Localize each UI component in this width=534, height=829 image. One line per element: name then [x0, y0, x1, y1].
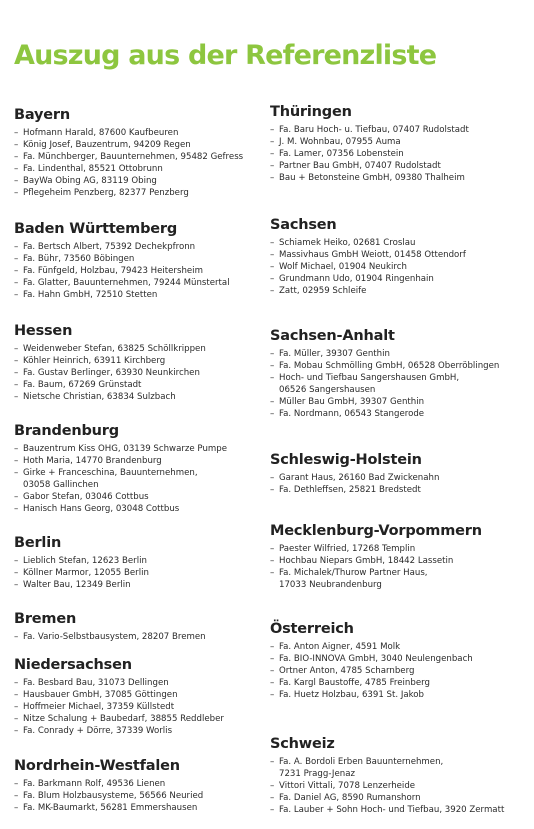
region-mecklenburg-vorpommern — [270, 522, 532, 591]
region-heading: Hessen — [14, 323, 73, 339]
region-heading: Bayern — [14, 107, 70, 123]
region-heading: Schweiz — [270, 736, 335, 752]
reference-entry: – Nietsche Christian, 63834 Sulzbach — [14, 391, 260, 403]
reference-list — [270, 543, 532, 591]
reference-entry: – Fa. Lindenthal, 85521 Ottobrunn — [14, 163, 260, 175]
region-berlin — [14, 534, 260, 591]
reference-entry: – Hoch- und Tiefbau Sangershausen GmbH, 06526 Sangershausen — [270, 372, 532, 396]
reference-entry: – Fa. Huetz Holzbau, 6391 St. Jakob — [270, 689, 532, 701]
reference-entry: – Garant Haus, 26160 Bad Zwickenahn — [270, 472, 532, 484]
reference-entry: – Fa. Hahn GmbH, 72510 Stetten — [14, 289, 260, 301]
reference-entry: – Weidenweber Stefan, 63825 Schöllkrippen — [14, 343, 260, 355]
reference-entry: – Hanisch Hans Georg, 03048 Cottbus — [14, 503, 260, 515]
region-heading: Sachsen — [270, 217, 337, 233]
reference-entry: – Wolf Michael, 01904 Neukirch — [270, 261, 532, 273]
reference-entry: – BayWa Obing AG, 83119 Obing — [14, 175, 260, 187]
reference-entry: – Bau + Betonsteine GmbH, 09380 Thalheim — [270, 172, 532, 184]
region-brandenburg — [14, 422, 260, 516]
region-schleswig-holstein — [270, 451, 532, 496]
reference-entry: – Fa. Bühr, 73560 Böbingen — [14, 253, 260, 265]
reference-entry: – Fa. Müller, 39307 Genthin — [270, 348, 532, 360]
reference-entry: – Fa. Fünfgeld, Holzbau, 79423 Heitersheim — [14, 265, 260, 277]
reference-entry: – Gabor Stefan, 03046 Cottbus — [14, 491, 260, 503]
reference-entry: – Hoth Maria, 14770 Brandenburg — [14, 455, 260, 467]
reference-entry: – Fa. A. Bordoli Erben Bauunternehmen, 7231 Pragg-Jenaz — [270, 756, 532, 780]
reference-entry: – König Josef, Bauzentrum, 94209 Regen — [14, 139, 260, 151]
region-heading: Mecklenburg-Vorpommern — [270, 523, 482, 539]
region-sachsen — [270, 216, 532, 297]
reference-entry: – Fa. Baum, 67269 Grünstadt — [14, 379, 260, 391]
reference-entry: – Bauzentrum Kiss OHG, 03139 Schwarze Pumpe — [14, 443, 260, 455]
region-heading: Niedersachsen — [14, 657, 132, 673]
region-heading: Sachsen-Anhalt — [270, 328, 395, 344]
reference-entry: – Fa. BIO-INNOVA GmbH, 3040 Neulengenbach — [270, 653, 532, 665]
reference-entry: – Lieblich Stefan, 12623 Berlin — [14, 555, 260, 567]
reference-entry: – Grundmann Udo, 01904 Ringenhain — [270, 273, 532, 285]
reference-entry: – Fa. Lamer, 07356 Lobenstein — [270, 148, 532, 160]
reference-entry: – Fa. Bertsch Albert, 75392 Dechekpfronn — [14, 241, 260, 253]
reference-list — [14, 443, 260, 516]
reference-entry: – Schiamek Heiko, 02681 Croslau — [270, 237, 532, 249]
region-nordrhein-westfalen — [14, 757, 260, 814]
reference-entry: – Fa. Besbard Bau, 31073 Dellingen — [14, 677, 260, 689]
reference-entry: – Girke + Franceschina, Bauunternehmen, 03058 Gallinchen — [14, 467, 260, 491]
reference-list — [270, 641, 532, 701]
region-bremen — [14, 610, 260, 643]
reference-entry: – Fa. Nordmann, 06543 Stangerode — [270, 408, 532, 420]
reference-entry: – Zatt, 02959 Schleife — [270, 285, 532, 297]
reference-list — [14, 631, 260, 643]
reference-list — [14, 555, 260, 591]
region-heading: Berlin — [14, 535, 62, 551]
region-baden-wuerttemberg — [14, 220, 260, 301]
region-thueringen — [270, 103, 532, 184]
reference-entry: – Pflegeheim Penzberg, 82377 Penzberg — [14, 187, 260, 199]
reference-entry: – Paester Wilfried, 17268 Templin — [270, 543, 532, 555]
reference-list — [270, 756, 532, 816]
reference-list — [14, 343, 260, 403]
reference-entry: – Fa. Dethleffsen, 25821 Bredstedt — [270, 484, 532, 496]
reference-entry: – Fa. Kargl Baustoffe, 4785 Freinberg — [270, 677, 532, 689]
region-oesterreich — [270, 620, 532, 701]
reference-entry: – Hochbau Niepars GmbH, 18442 Lassetin — [270, 555, 532, 567]
reference-entry: – Fa. Blum Holzbausysteme, 56566 Neuried — [14, 790, 260, 802]
reference-entry: – Ortner Anton, 4785 Scharnberg — [270, 665, 532, 677]
reference-entry: – Fa. Anton Aigner, 4591 Molk — [270, 641, 532, 653]
reference-entry: – Partner Bau GmbH, 07407 Rudolstadt — [270, 160, 532, 172]
reference-entry: – J. M. Wohnbau, 07955 Auma — [270, 136, 532, 148]
reference-entry: – Fa. Gustav Berlinger, 63930 Neunkirchen — [14, 367, 260, 379]
region-heading: Schleswig-Holstein — [270, 452, 422, 468]
reference-list — [270, 237, 532, 297]
reference-list — [14, 778, 260, 814]
reference-entry: – Müller Bau GmbH, 39307 Genthin — [270, 396, 532, 408]
reference-entry: – Massivhaus GmbH Weiott, 01458 Ottendorf — [270, 249, 532, 261]
reference-entry: – Hausbauer GmbH, 37085 Göttingen — [14, 689, 260, 701]
reference-entry: – Fa. MK-Baumarkt, 56281 Emmershausen — [14, 802, 260, 814]
reference-entry: – Hoffmeier Michael, 37359 Küllstedt — [14, 701, 260, 713]
region-heading: Bremen — [14, 611, 77, 627]
reference-entry: – Fa. Conrady + Dörre, 37339 Worlis — [14, 725, 260, 737]
reference-list — [14, 677, 260, 737]
reference-entry: – Fa. Michalek/Thurow Partner Haus, 17033 Neubrandenburg — [270, 567, 532, 591]
region-niedersachsen — [14, 656, 260, 737]
reference-entry: – Fa. Baru Hoch- u. Tiefbau, 07407 Rudolstadt — [270, 124, 532, 136]
reference-entry: – Fa. Glatter, Bauunternehmen, 79244 Münstertal — [14, 277, 260, 289]
reference-entry: – Fa. Vario-Selbstbausystem, 28207 Bremen — [14, 631, 260, 643]
reference-entry: – Fa. Daniel AG, 8590 Rumanshorn — [270, 792, 532, 804]
region-sachsen-anhalt — [270, 327, 532, 421]
region-heading: Österreich — [270, 621, 354, 637]
reference-entry: – Fa. Barkmann Rolf, 49536 Lienen — [14, 778, 260, 790]
reference-entry: – Vittori Vittali, 7078 Lenzerheide — [270, 780, 532, 792]
reference-entry: – Köllner Marmor, 12055 Berlin — [14, 567, 260, 579]
reference-list — [270, 472, 532, 496]
reference-list — [14, 127, 260, 200]
reference-list — [14, 241, 260, 301]
region-heading: Thüringen — [270, 104, 352, 120]
region-heading: Nordrhein-Westfalen — [14, 758, 180, 774]
region-schweiz — [270, 735, 532, 816]
reference-entry: – Hofmann Harald, 87600 Kaufbeuren — [14, 127, 260, 139]
reference-entry: – Fa. Lauber + Sohn Hoch- und Tiefbau, 3920 Zermatt — [270, 804, 532, 816]
region-hessen — [14, 322, 260, 403]
reference-list — [270, 348, 532, 421]
region-heading: Baden Württemberg — [14, 221, 178, 237]
reference-entry: – Nitze Schalung + Baubedarf, 38855 Reddleber — [14, 713, 260, 725]
region-heading: Brandenburg — [14, 423, 119, 439]
reference-entry: – Köhler Heinrich, 63911 Kirchberg — [14, 355, 260, 367]
page-title: Auszug aus der Referenzliste — [14, 40, 437, 71]
reference-entry: – Fa. Mobau Schmölling GmbH, 06528 Oberröblingen — [270, 360, 532, 372]
region-bayern — [14, 106, 260, 200]
reference-entry: – Fa. Münchberger, Bauunternehmen, 95482 Gefress — [14, 151, 260, 163]
reference-list — [270, 124, 532, 184]
reference-entry: – Walter Bau, 12349 Berlin — [14, 579, 260, 591]
